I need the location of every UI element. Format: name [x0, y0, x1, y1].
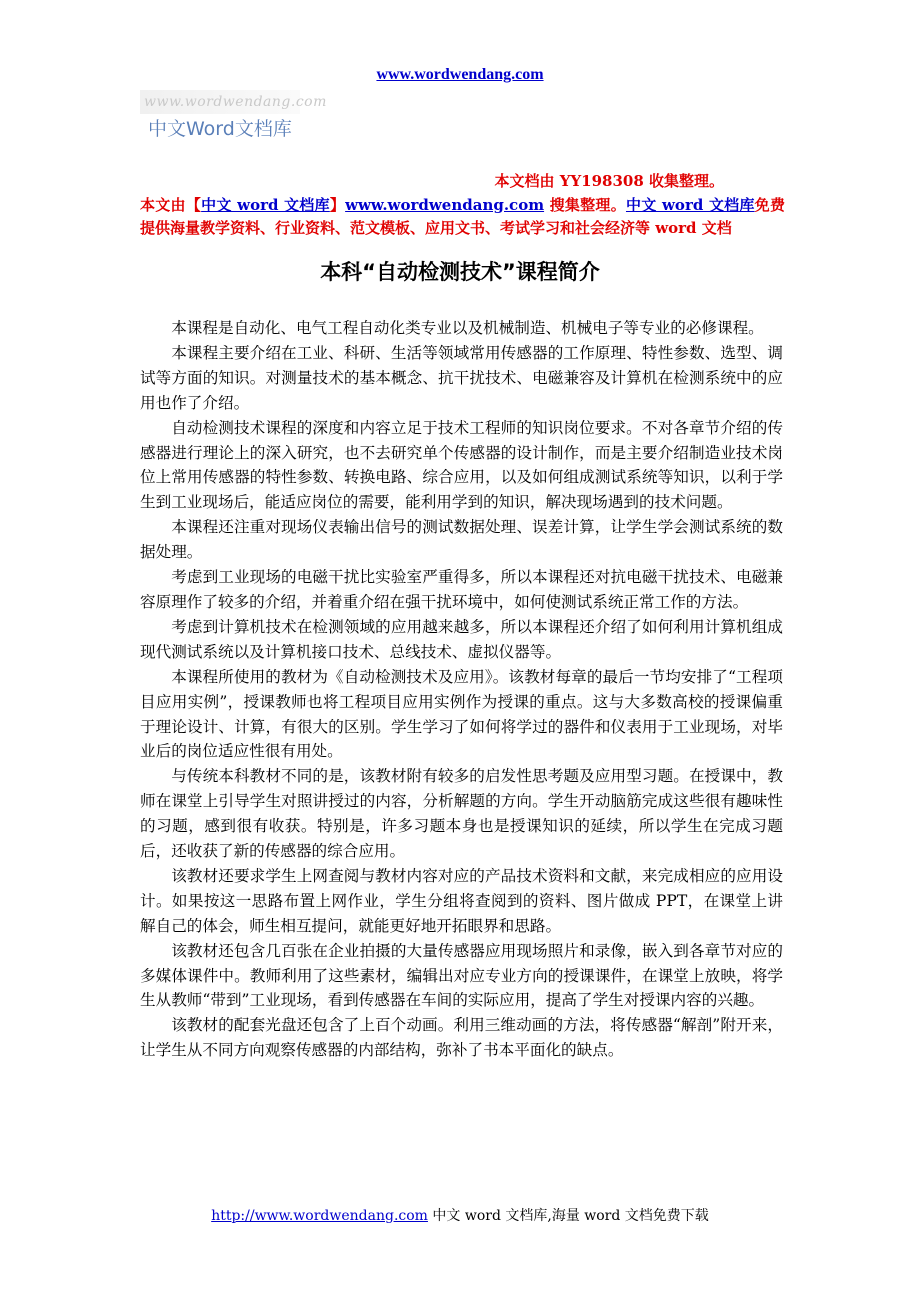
site-name-link-2[interactable]: 中文 word 文档库 [625, 196, 755, 214]
paragraph: 考虑到计算机技术在检测领域的应用越来越多，所以本课程还介绍了如何利用计算机组成现代测试系统以及计算机接口技术、总线技术、虚拟仪器等。 [140, 617, 783, 661]
paragraph: 该教材还要求学生上网查阅与教材内容对应的产品技术资料和文献，来完成相应的应用设计。如果按这一思路布置上网作业，学生分组将查阅到的资料、图片做成 PPT，在课堂上讲解自己的体会，师生相互提问，就能更好地开拓眼界和思路。 [140, 866, 783, 935]
footer-text: 中文 word 文档库,海量 word 文档免费下载 [427, 1208, 709, 1224]
footer-link[interactable]: http://www.wordwendang.com [211, 1208, 428, 1224]
paragraph: 考虑到工业现场的电磁干扰比实验室严重得多，所以本课程还对抗电磁干扰技术、电磁兼容原理作了较多的介绍，并着重介绍在强干扰环境中，如何使测试系统正常工作的方法。 [140, 568, 783, 611]
paragraph: 该教材还包含几百张在企业拍摄的大量传感器应用现场照片和录像，嵌入到各章节对应的多媒体课件中。教师利用了这些素材，编辑出对应专业方向的授课课件，在课堂上放映，将学生从教师“带到”工业现场，看到传感器在车间的实际应用，提高了学生对授课内容的兴趣。 [140, 941, 783, 1010]
paragraph: 本课程所使用的教材为《自动检测技术及应用》。该教材每章的最后一节均安排了“工程项目应用实例”，授课教师也将工程项目应用实例作为授课的重点。这与大多数高校的授课偏重于理论设计、计算，有很大的区别。学生学习了如何将学过的器件和仪表用于工业现场，对毕业后的岗位适应性很有用处。 [140, 667, 783, 761]
site-name-link[interactable]: 中文 word 文档库 [201, 196, 330, 214]
free-offer-text: 免费提供海量教学资料、行业资料、范文模板、应用文书、考试学习和社会经济等 word 文档 [140, 196, 785, 237]
logo-watermark-text: www.wordwendang.com [144, 94, 327, 110]
site-url-inline-link[interactable]: www.wordwendang.com [345, 196, 545, 214]
paragraph: 与传统本科教材不同的是，该教材附有较多的启发性思考题及应用型习题。在授课中，教师在课堂上引导学生对照讲授过的内容，分析解题的方向。学生开动脑筋完成这些很有趣味性的习题，感到很有收获。特别是，许多习题本身也是授课知识的延续，所以学生在完成习题后，还收获了新的传感器的综合应用。 [140, 767, 783, 861]
paragraph: 本课程是自动化、电气工程自动化类专业以及机械制造、机械电子等专业的必修课程。 [171, 319, 764, 337]
document-title: 本科“自动检测技术”课程简介 [320, 260, 600, 284]
collected-text: 搜集整理。 [544, 196, 626, 214]
site-url-link[interactable]: www.wordwendang.com [376, 66, 544, 83]
paragraph: 该教材的配套光盘还包含了上百个动画。利用三维动画的方法，将传感器“解剖”附开来，让学生从不同方向观察传感器的内部结构，弥补了书本平面化的缺点。 [140, 1016, 783, 1060]
site-logo [140, 90, 327, 150]
collector-notice: 本文档由 YY198308 收集整理。 [494, 172, 724, 190]
paragraph: 自动检测技术课程的深度和内容立足于技术工程师的知识岗位要求。不对各章节介绍的传感器进行理论上的深入研究，也不去研究单个传感器的设计制作，而是主要介绍制造业技术岗位上常用传感器的特性参数、转换电路、综合应用，以及如何组成测试系统等知识，以利于学生到工业现场后，能适应岗位的需要，能利用学到的知识，解决现场遇到的技术问题。 [140, 418, 783, 512]
logo-text: 中文Word文档库 [148, 118, 292, 140]
paragraph: 本课程主要介绍在工业、科研、生活等领域常用传感器的工作原理、特性参数、选型、调试等方面的知识。对测量技术的基本概念、抗干扰技术、电磁兼容及计算机在检测系统中的应用也作了介绍。 [140, 343, 783, 412]
page-footer [0, 1205, 920, 1225]
source-notice [140, 194, 785, 240]
paragraph: 本课程还注重对现场仪表输出信号的测试数据处理、误差计算，让学生学会测试系统的数据处理。 [140, 518, 783, 562]
source-prefix: 本文由【 [140, 196, 202, 214]
bracket-close: 】 [329, 196, 346, 214]
document-body [140, 316, 783, 1063]
